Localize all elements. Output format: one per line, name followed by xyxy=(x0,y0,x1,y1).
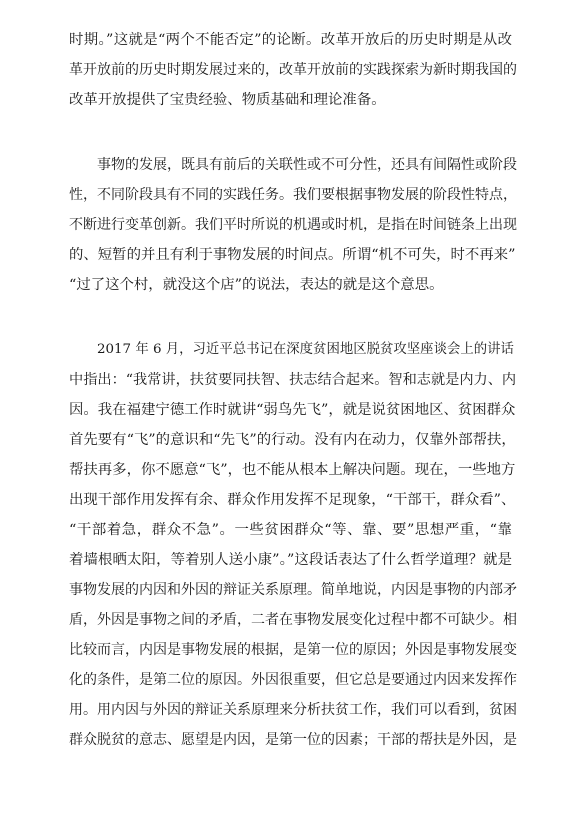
text-line: 帮扶再多，你不愿意“飞”，也不能从根本上解决问题。现在，一些地方 xyxy=(69,462,516,478)
text-line: 不断进行变革创新。我们平时所说的机遇或时机，是指在时间链条上出现 xyxy=(69,217,517,233)
text-line: 改革开放提供了宝贵经验、物质基础和理论准备。 xyxy=(69,92,386,108)
text-line: 比较而言，内因是事物发展的根据，是第一位的原因；外因是事物发展变 xyxy=(69,642,517,658)
text-line: “过了这个村，就没这个店”的说法，表达的就是这个意思。 xyxy=(69,277,444,293)
text-line: 性，不同阶段具有不同的实践任务。我们要根据事物发展的阶段性特点， xyxy=(69,187,517,203)
text-line: 革开放前的历史时期发展过来的，改革开放前的实践探索为新时期我国的 xyxy=(69,62,517,78)
text-line: 事物发展的内因和外因的辩证关系原理。简单地说，内因是事物的内部矛 xyxy=(69,582,517,598)
text-line: 因。我在福建宁德工作时就讲“弱鸟先飞”，就是说贫困地区、贫困群众 xyxy=(69,402,516,418)
text-line: “干部着急，群众不急”。一些贫困群众“等、靠、要”思想严重，“靠 xyxy=(69,522,512,538)
text-line: 用。用内因与外因的辩证关系原理来分析扶贫工作，我们可以看到，贫困 xyxy=(69,702,517,718)
text-line: 时期。”这就是“两个不能否定”的论断。改革开放后的历史时期是从改 xyxy=(69,32,512,48)
text-line: 首先要有“飞”的意识和“先飞”的行动。没有内在动力，仅靠外部帮扶， xyxy=(69,432,516,448)
text-line: 出现干部作用发挥有余、群众作用发挥不足现象，“干部干，群众看”、 xyxy=(69,492,516,508)
text-line: 着墙根晒太阳，等着别人送小康”。”这段话表达了什么哲学道理？就是 xyxy=(69,552,512,568)
text-line: 事物的发展，既具有前后的关联性或不可分性，还具有间隔性或阶段 xyxy=(97,157,517,173)
text-line: 中指出：“我常讲，扶贫要同扶智、扶志结合起来。智和志就是内力、内 xyxy=(69,372,517,388)
text-line: 盾，外因是事物之间的矛盾，二者在事物发展变化过程中都不可缺少。相 xyxy=(69,612,517,628)
text-line: 2017 年 6 月，习近平总书记在深度贫困地区脱贫攻坚座谈会上的讲话 xyxy=(97,342,514,357)
text-line: 的、短暂的并且有利于事物发展的时间点。所谓“机不可失，时不再来” xyxy=(69,247,516,263)
text-line: 化的条件，是第二位的原因。外因很重要，但它总是要通过内因来发挥作 xyxy=(69,672,517,688)
text-line: 群众脱贫的意志、愿望是内因，是第一位的因素；干部的帮扶是外因，是 xyxy=(69,732,517,748)
